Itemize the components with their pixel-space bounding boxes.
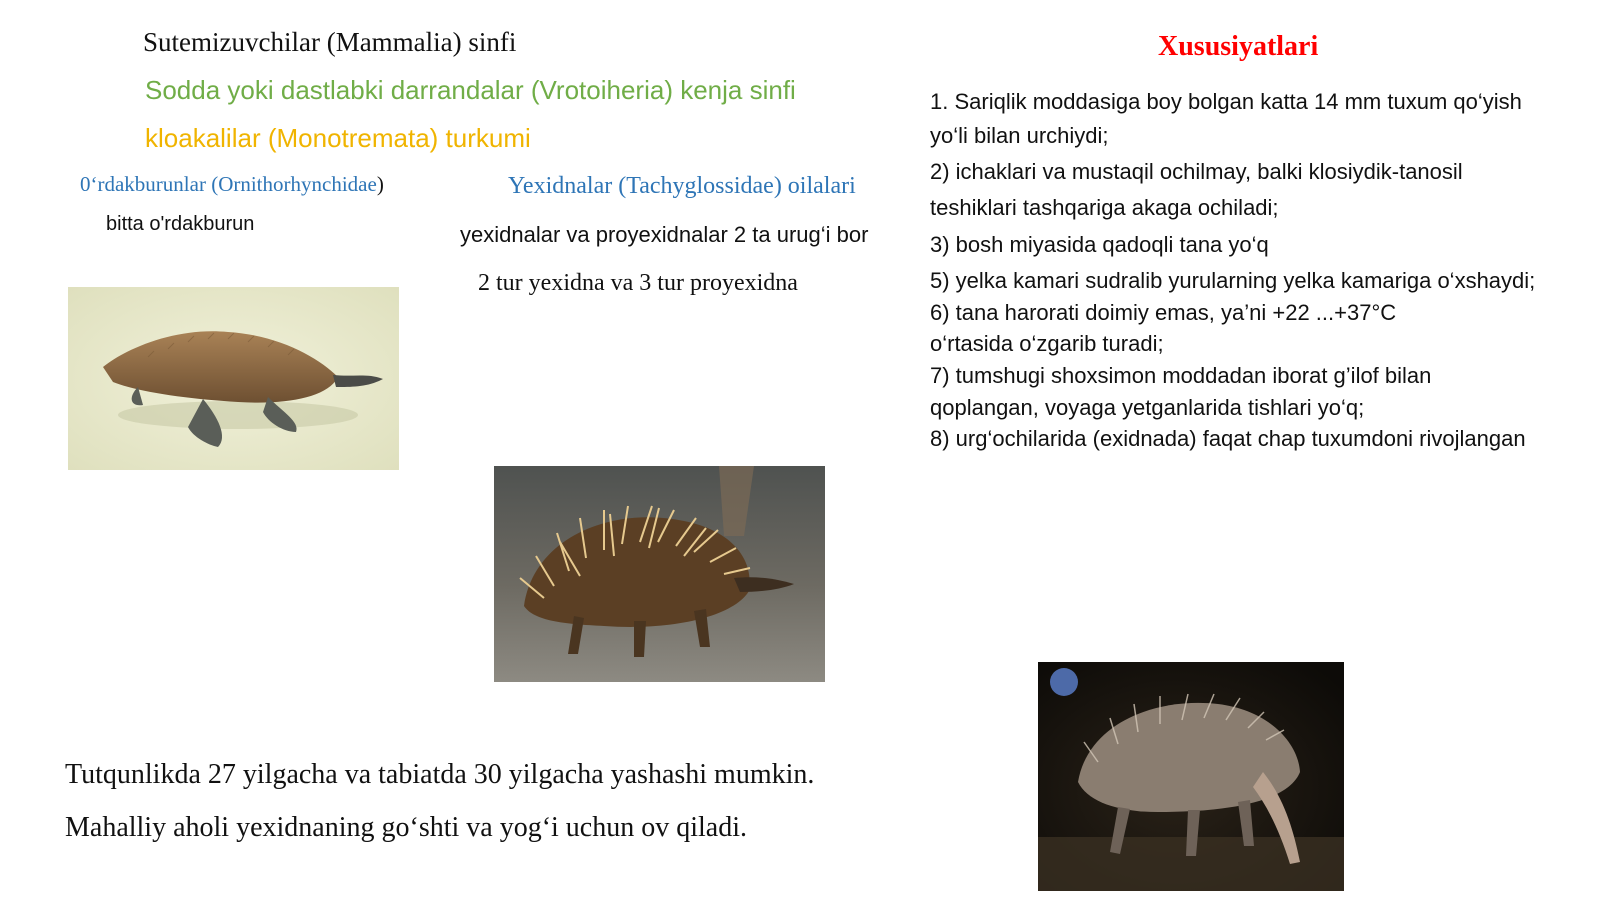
feature-line: 1. Sariqlik moddasiga boy bolgan katta 14 mm tuxum qo‘yish	[930, 89, 1522, 114]
feature-line: 7) tumshugi shoxsimon moddadan iborat g’ilof bilan	[930, 363, 1432, 388]
feature-line: 2) ichaklari va mustaqil ochilmay, balki klosiydik-tanosil	[930, 159, 1463, 184]
feature-line: teshiklari tashqariga akaga ochiladi;	[930, 195, 1279, 220]
family-platypus-name: 0‘rdakburunlar (Ornithorhynchidae	[80, 172, 377, 196]
family-echidna-heading: Yexidnalar (Tachyglossidae) oilalari	[508, 173, 856, 199]
echidna-photo	[494, 466, 825, 682]
family-platypus-note: bitta o'rdakburun	[106, 213, 255, 235]
feature-line: 6) tana harorati doimiy emas, ya’ni +22 ...+37°C	[930, 300, 1397, 325]
slide-title: Sutemizuvchilar (Mammalia) sinfi	[143, 27, 517, 57]
proechidna-photo	[1038, 662, 1344, 891]
family-echidna-note-genera: yexidnalar va proyexidnalar 2 ta urug‘i bor	[460, 222, 869, 247]
platypus-photo	[68, 287, 399, 470]
subclass-heading: Sodda yoki dastlabki darrandalar (Vrotoiheria) kenja sinfi	[145, 75, 796, 105]
family-platypus-paren: )	[376, 172, 384, 196]
family-platypus-heading	[80, 172, 384, 196]
feature-line: 3) bosh miyasida qadoqli tana yo‘q	[930, 232, 1269, 257]
hunting-text: Mahalliy aholi yexidnaning go‘shti va yog‘i uchun ov qiladi.	[65, 812, 747, 843]
feature-line: qoplangan, voyaga yetganlarida tishlari yo‘q;	[930, 395, 1365, 420]
order-heading: kloakalilar (Monotremata) turkumi	[145, 123, 531, 153]
feature-line: 8) urg‘ochilarida (exidnada) faqat chap tuxumdoni rivojlangan	[930, 426, 1526, 451]
feature-line: 5) yelka kamari sudralib yurularning yelka kamariga o‘xshaydi;	[930, 268, 1536, 293]
family-echidna-note-species: 2 tur yexidna va 3 tur proyexidna	[478, 270, 798, 296]
feature-line: yo‘li bilan urchiydi;	[930, 123, 1109, 148]
features-title: Xususiyatlari	[1158, 31, 1319, 62]
lifespan-text: Tutqunlikda 27 yilgacha va tabiatda 30 yilgacha yashashi mumkin.	[65, 759, 815, 790]
feature-line: o‘rtasida o‘zgarib turadi;	[930, 331, 1164, 356]
